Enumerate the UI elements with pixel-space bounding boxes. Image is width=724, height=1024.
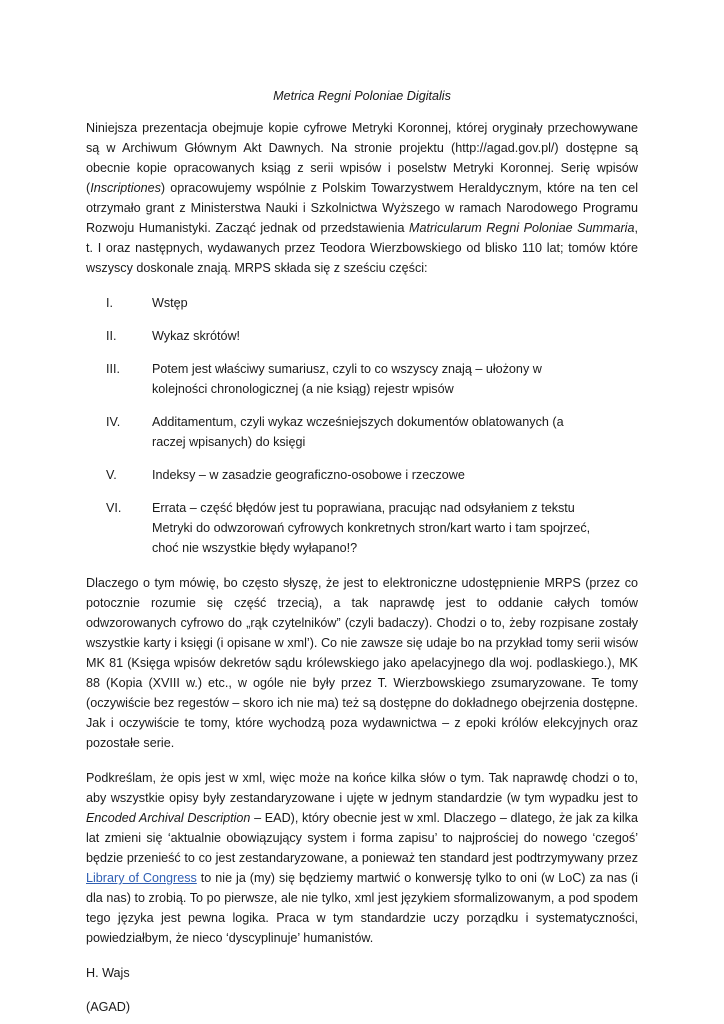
list-item <box>86 293 638 313</box>
parts-list <box>86 293 638 558</box>
list-text: Wykaz skrótów! <box>152 329 241 343</box>
xml-text-3: to nie ja (my) się będziemy martwić o konwersję tylko to oni (w LoC) za nas (i dla nas) to zrobią. To po pierwsze, ale nie tylko, xml jest językiem sformalizowanym, a pod spodem tego języka jest pewna logika. Praca w tym standardzie uczy porządku i systematyczności, powiedziałbym, że nieco ‘dyscyplinuje’ humanistów. <box>86 871 638 945</box>
xml-paragraph <box>86 768 638 948</box>
list-number: I. <box>106 296 113 310</box>
list-item <box>86 326 638 346</box>
list-item <box>86 359 638 399</box>
list-number: IV. <box>106 415 121 429</box>
list-text: Wstęp <box>152 296 188 310</box>
list-text: Indeksy – w zasadzie geograficzno-osobowe i rzeczowe <box>152 468 465 482</box>
intro-text-1: Niniejsza prezentacja obejmuje kopie cyfrowe Metryki Koronnej, której oryginały przechowywane są w Archiwum Głównym Akt Dawnych. Na stronie projektu (http://agad.gov.pl/) dostępne są obecnie kopie opracowanych ksiąg z serii wpisów i poselstw Metryki Koronnej. Serię wpisów ( <box>86 121 638 195</box>
intro-emphasis-2: Matricularum Regni Poloniae Summaria <box>408 221 635 235</box>
list-number: II. <box>106 329 117 343</box>
signature-name: H. Wajs <box>86 966 130 980</box>
intro-text-3: , t. I oraz następnych, wydawanych przez Teodora Wierzbowskiego od blisko 110 lat; tomów które wszyscy doskonale znają. MRPS składa się z sześciu części: <box>86 221 638 275</box>
explanation-paragraph: Dlaczego o tym mówię, bo często słyszę, że jest to elektroniczne udostępnienie MRPS (przez co potocznie rozumie się część trzecią), a tak naprawdę jest to oddanie całych tomów odwzorowanych cyfrowo do „rąk czytelników” (czyli badaczy). Chodzi o to, żeby rozpisane zostały wszystkie karty i księgi (i opisane w xml’). Co nie zawsze się udaje bo na przykład tomy serii wisów MK 81 (Księga wpisów dekretów sądu królewskiego jako apelacyjnego dla woj. podlaskiego.), MK 88 (Kopia (XVIII w.) etc., w ogóle nie były przez T. Wierzbowskiego zsumaryzowane. Te tomy (oczywiście bez regestów – skoro ich nie ma) też są dostępne do dokładnego obejrzenia dostępne. Jak i oczywiście te tomy, które wychodzą poza wydawnictwa – z epoki królów elekcyjnych oraz pozostałe serie. <box>86 576 638 750</box>
list-text: Errata – część błędów jest tu poprawiana, pracując nad odsyłaniem z tekstu Metryki do odwzorowań cyfrowych konkretnych stron/kart warto i tam spojrzeć, choć nie wszystkie błędy wyłapano!? <box>152 501 591 555</box>
ead-emphasis: Encoded Archival Description <box>86 811 251 825</box>
intro-paragraph <box>86 118 638 278</box>
list-text: Additamentum, czyli wykaz wcześniejszych dokumentów oblatowanych (a raczej wpisanych) do księgi <box>152 415 564 449</box>
list-number: VI. <box>106 501 122 515</box>
library-of-congress-link[interactable]: Library of Congress <box>86 871 197 885</box>
intro-text-2: ) opracowujemy wspólnie z Polskim Towarzystwem Heraldycznym, które na ten cel otrzymało grant z Ministerstwa Nauki i Szkolnictwa Wyższego w ramach Narodowego Programu Rozwoju Humanistyki. Zacząć jednak od przedstawienia <box>86 181 638 235</box>
intro-emphasis-1: Inscriptiones <box>90 181 161 195</box>
list-item <box>86 465 638 485</box>
xml-text-2: – EAD), który obecnie jest w xml. Dlaczego – dlatego, że jak za kilka lat zmieni się ‘aktualnie obowiązujący system i forma zapisu’ to najprościej do nowego ‘czegoś’ będzie przenieść to co jest zestandaryzowane, a ponieważ ten standard jest podtrzymywany przez <box>86 811 638 865</box>
signature-org: (AGAD) <box>86 1000 131 1014</box>
xml-text-1: Podkreślam, że opis jest w xml, więc może na końce kilka słów o tym. Tak naprawdę chodzi o to, aby wszystkie opisy były zestandaryzowane i ujęte w jednym standardzie (w tym wypadku jest to <box>86 771 638 805</box>
list-number: III. <box>106 362 120 376</box>
list-item <box>86 412 638 452</box>
document-title: Metrica Regni Poloniae Digitalis <box>273 89 451 103</box>
list-text: Potem jest właściwy sumariusz, czyli to co wszyscy znają – ułożony w kolejności chronologicznej (a nie ksiąg) rejestr wpisów <box>152 362 542 396</box>
list-item <box>86 498 638 558</box>
list-number: V. <box>106 468 117 482</box>
